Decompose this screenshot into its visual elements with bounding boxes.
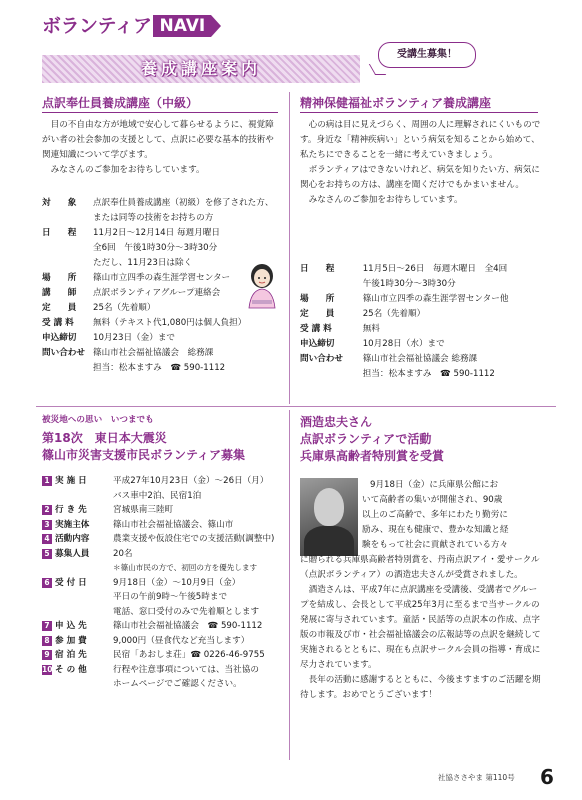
detail-value: 25名（先着順） (92, 303, 156, 313)
numbered-row (42, 576, 282, 591)
numbered-row (42, 634, 282, 649)
section-underline (300, 112, 538, 113)
title-bar (42, 55, 360, 83)
detail-label: 申込締切 (300, 339, 335, 349)
intro-paragraph: みなさんのご参加をお待ちしています。 (50, 165, 205, 175)
detail-label (300, 277, 363, 292)
numbered-row (42, 532, 282, 547)
number-cell (42, 648, 55, 663)
numbered-label: 申 込 先 (55, 621, 87, 631)
numbered-value: 篠山市社会福祉協議会、篠山市 (113, 519, 234, 530)
award-text-line: 9月18日（金）に兵庫県公館にお (370, 480, 499, 490)
number-badge: 5 (42, 549, 52, 559)
mental-health-course-details (300, 262, 542, 382)
number-cell (42, 576, 55, 591)
detail-label: 受 講 料 (300, 324, 332, 334)
detail-value: 11月5日～26日 毎週木曜日 全4回 (362, 264, 508, 274)
detail-label: 定 員 (42, 303, 77, 313)
detail-value: 午後1時30分～3時30分 (362, 279, 456, 289)
detail-value: 篠山市社会福祉協議会 総務課 (362, 354, 478, 364)
arrow-icon (211, 15, 221, 37)
numbered-row (42, 663, 282, 678)
intro-paragraph: ボランティアはできないけれど、病気を知りたい方、病気に関心をお持ちの方は、講座を聞くだけでもかまいません。 (300, 165, 540, 190)
numbered-value: 行程や注意事項については、当社協の (113, 664, 259, 675)
award-paragraph: 長年の活動に感謝するとともに、今後ますますのご活躍を期待します。おめでとうございます！ (300, 675, 541, 700)
detail-row (42, 316, 282, 331)
detail-value: 10月28日（水）まで (362, 339, 445, 349)
detail-row (300, 322, 542, 337)
mental-health-course-intro (300, 118, 542, 208)
numbered-row (42, 474, 282, 489)
detail-row (300, 262, 542, 277)
numbered-row (42, 489, 282, 504)
numbered-row (42, 503, 282, 518)
column-divider-lower (289, 410, 290, 760)
detail-value: 無料 (362, 324, 380, 334)
intro-paragraph: 目の不自由な方が地域で安心して暮らせるように、視覚障がい者の社会参加の支援として、点訳に必要な基本的技術や関連知識について学びます。 (42, 120, 274, 160)
detail-row (300, 367, 542, 382)
disaster-volunteer-details (42, 474, 282, 692)
numbered-label: 実施主体 (55, 519, 90, 530)
numbered-value: 電話、窓口受付のみで先着順とします (113, 606, 260, 617)
numbered-value: 9月18日（金）～10月9日（金） (113, 577, 241, 588)
detail-value: ただし、11月23日は除く (92, 258, 193, 268)
numbered-label (55, 489, 113, 504)
intro-paragraph: 心の病は目に見えづらく、周囲の人に理解されにくいものです。身近な「精神疾病い」という病気を知ることから始めて、私たちにできることを一緒に考えていきましょう。 (300, 120, 541, 160)
numbered-value: 平成27年10月23日（金）～26日（月） (113, 476, 269, 486)
braille-course-intro (42, 118, 282, 178)
number-cell (42, 619, 55, 634)
numbered-value: 民宿「あおしま荘」☎ 0226-46-9755 (113, 650, 265, 660)
detail-value: 篠山市社会福祉協議会 総務課 (92, 348, 214, 358)
detail-row (300, 352, 542, 367)
note-text: ＊篠山市民の方で、初回の方を優先します (113, 563, 258, 572)
detail-value: 無料（テキスト代1,080円は個人負担） (92, 318, 247, 328)
detail-label (42, 241, 93, 256)
number-badge: 7 (42, 621, 52, 631)
award-wrap-text (362, 478, 542, 553)
number-badge: 9 (42, 650, 52, 660)
number-cell (42, 634, 55, 649)
disaster-title-line: 第18次 東日本大震災 (42, 431, 167, 445)
column-divider (289, 92, 290, 404)
disaster-subheading: 被災地への思い いつまでも (42, 415, 154, 425)
detail-row (42, 331, 282, 346)
detail-row (42, 196, 282, 226)
numbered-row (42, 677, 282, 692)
numbered-label (55, 590, 113, 605)
page-number: 6 (540, 765, 554, 789)
logo-text: ボランティア (42, 14, 152, 37)
numbered-row (42, 605, 282, 620)
detail-label (42, 256, 93, 271)
number-cell (42, 532, 55, 547)
award-paragraph: に贈られる兵庫県高齢者特別賞を、丹南点訳アイ・愛サークル（点訳ボランティア）の酒造忠夫さんが受賞されました。 (300, 555, 540, 580)
numbered-row (42, 518, 282, 533)
award-title-line: 兵庫県高齢者特別賞を受賞 (300, 449, 445, 463)
detail-value: 担当：松本ますみ ☎ 590-1112 (362, 369, 495, 379)
numbered-label: 行 き 先 (55, 505, 87, 515)
intro-paragraph: みなさんのご参加をお待ちしています。 (308, 195, 463, 205)
detail-label: 場 所 (42, 273, 77, 283)
number-cell (42, 503, 55, 518)
numbered-label: 宿 泊 先 (55, 650, 87, 660)
detail-label: 場 所 (300, 294, 335, 304)
detail-label: 日 程 (300, 264, 335, 274)
detail-label: 問い合わせ (42, 348, 85, 358)
number-badge: 3 (42, 520, 52, 530)
detail-row (300, 277, 542, 292)
numbered-value: 20名 (113, 548, 133, 559)
award-text-line: 験をもって社会に貢献されている方々 (362, 540, 509, 550)
number-badge: 4 (42, 534, 52, 544)
number-cell (42, 590, 55, 605)
detail-value: 点訳奉仕員養成講座（初級）を修了された方、または同等の技術をお持ちの方 (92, 198, 274, 223)
detail-value: 10月23日（金）まで (92, 333, 176, 343)
numbered-label (55, 677, 113, 692)
number-cell (42, 547, 55, 562)
disaster-title-line: 篠山市災害支援市民ボランティア募集 (42, 448, 246, 462)
number-badge: 6 (42, 578, 52, 588)
numbered-label: 受 付 日 (55, 577, 87, 588)
number-cell (42, 663, 55, 678)
detail-row (300, 307, 542, 322)
detail-label: 定 員 (300, 309, 335, 319)
row-divider (36, 406, 556, 407)
number-badge: 8 (42, 636, 52, 646)
number-badge: 2 (42, 505, 52, 515)
number-cell (42, 489, 55, 504)
detail-row (42, 361, 282, 376)
detail-value: 11月2日～12月14日 毎週月曜日 (92, 228, 220, 238)
numbered-value: ホームページでご確認ください。 (113, 679, 242, 689)
detail-label: 日 程 (42, 228, 77, 238)
numbered-row (42, 648, 282, 663)
detail-row (300, 292, 542, 307)
note-row (42, 561, 282, 576)
number-cell (42, 518, 55, 533)
numbered-value: 平日の午前9時～午後5時まで (113, 592, 228, 602)
page-title: 養成講座案内 (140, 59, 261, 78)
award-text-line: いて高齢者の集いが開催され、90歳 (362, 495, 503, 505)
numbered-label: 活動内容 (55, 534, 90, 544)
number-cell (42, 605, 55, 620)
mental-health-course-title: 精神保健福祉ボランティア養成講座 (300, 96, 492, 110)
award-text-line: 以上のご高齢で、多年にわたり勤労に (362, 510, 508, 520)
numbered-value: 農業支援や仮設住宅での支援活動(調整中) (113, 534, 275, 544)
logo-navi: NAVI (153, 15, 211, 37)
award-paragraph: 酒造さんは、平成7年に点訳講座を受講後、受講者でグループを結成し、会長として平成25年3月に至るまで当サークルの発展に寄与されています。童話・民話等の点訳本の作成、点字版の市報及び市・社会福祉協議会の広報誌等の点訳を継続して実施されるとともに、現在も点訳サークル会員の指導・育成に尽力されています。 (300, 585, 541, 670)
award-title-line: 酒造忠夫さん (300, 415, 373, 429)
numbered-value: 篠山市社会福祉協議会 ☎ 590-1112 (113, 621, 263, 631)
detail-row (42, 226, 282, 241)
numbered-label: 募集人員 (55, 548, 90, 559)
detail-value: 篠山市立四季の森生涯学習センター (92, 273, 231, 283)
numbered-value: 宮城県南三陸町 (113, 505, 174, 515)
numbered-row (42, 547, 282, 562)
number-cell (42, 677, 55, 692)
number-badge: 10 (42, 664, 53, 674)
award-body (300, 553, 542, 703)
detail-value: 担当：松本ますみ ☎ 590-1112 (92, 363, 226, 373)
detail-value: 点訳ボランティアグループ連絡会 (92, 288, 221, 298)
detail-label: 対 象 (42, 198, 77, 208)
volunteer-navi-logo (42, 12, 221, 40)
braille-course-title: 点訳奉仕員養成講座（中級） (42, 96, 199, 110)
award-title-line: 点訳ボランティアで活動 (300, 432, 432, 446)
detail-row (300, 337, 542, 352)
detail-label (300, 367, 363, 382)
detail-label (42, 361, 93, 376)
numbered-value: 9,000円（昼食代など充当します） (113, 635, 250, 646)
numbered-label (55, 605, 113, 620)
footer-issue: 社協ささやま 第110号 (438, 773, 515, 782)
recruitment-badge: 受講生募集！ (378, 42, 476, 68)
detail-row (42, 346, 282, 361)
numbered-row (42, 619, 282, 634)
detail-value: 全6回 午後1時30分～3時30分 (92, 243, 218, 253)
detail-label: 申込締切 (42, 333, 77, 343)
number-cell (42, 474, 55, 489)
number-badge: 1 (42, 476, 52, 486)
award-text-line: 励み、現在も健康で、豊かな知識と経 (362, 525, 509, 535)
woman-illustration-icon (243, 262, 281, 310)
numbered-label: 参 加 費 (55, 635, 87, 646)
numbered-value: バス車中2泊、民宿1泊 (113, 490, 202, 501)
detail-value: 篠山市立四季の森生涯学習センター他 (362, 294, 509, 304)
detail-label: 講 師 (42, 288, 77, 298)
numbered-row (42, 590, 282, 605)
detail-value: 25名（先着順） (362, 309, 426, 319)
section-underline (42, 112, 278, 113)
detail-label: 受 講 料 (42, 318, 74, 328)
award-recipient-photo (300, 478, 358, 556)
numbered-label: 実 施 日 (55, 476, 87, 486)
detail-row (42, 241, 282, 256)
detail-label: 問い合わせ (300, 354, 343, 364)
numbered-label: そ の 他 (55, 664, 87, 675)
